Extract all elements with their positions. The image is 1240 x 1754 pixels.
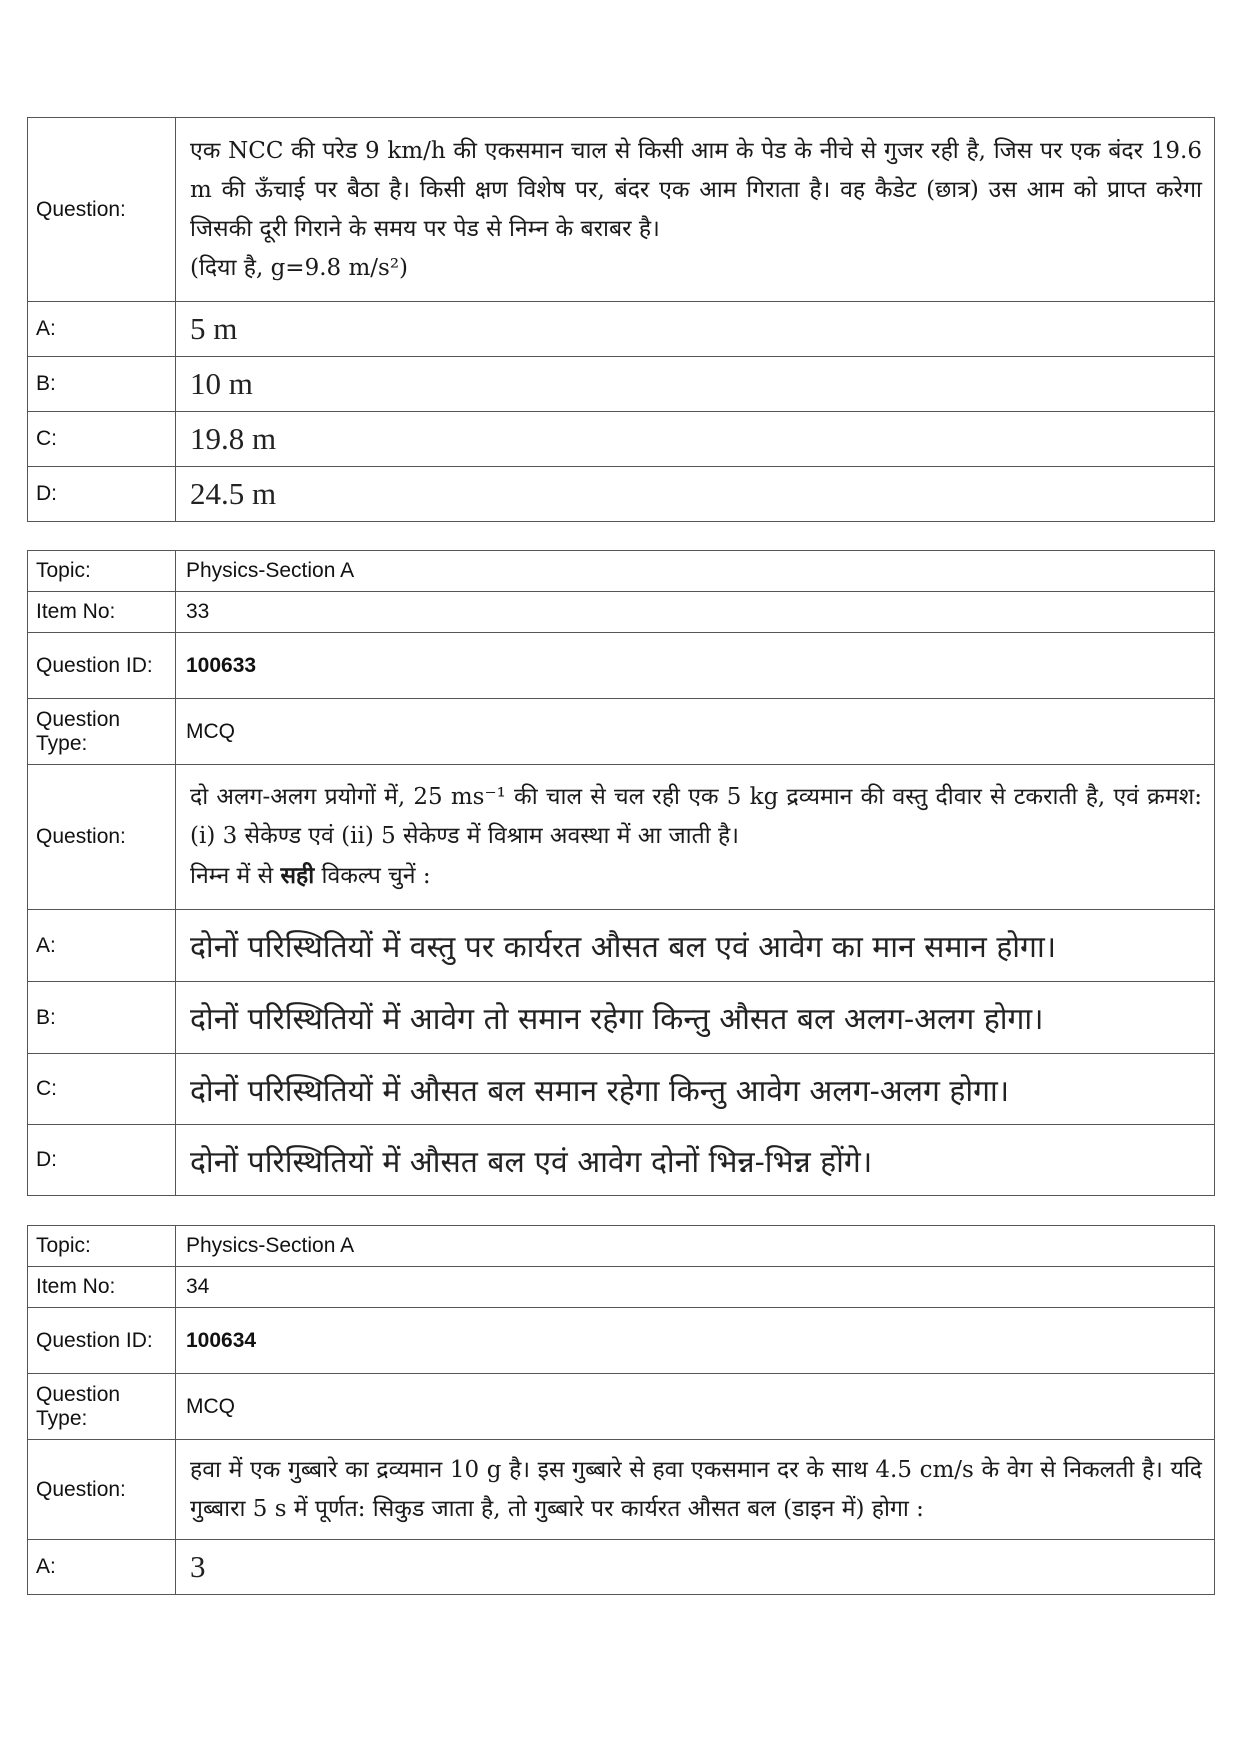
topic-label: Topic: bbox=[28, 551, 176, 592]
option-text-d: 24.5 m bbox=[190, 476, 277, 511]
instruction-bold: सही bbox=[280, 862, 315, 889]
question-label: Question: bbox=[28, 118, 176, 302]
option-label-c: C: bbox=[28, 412, 176, 467]
question-text: दो अलग-अलग प्रयोगों में, 25 ms⁻¹ की चाल से चल रही एक 5 kg द्रव्यमान की वस्तु दीवार से टकराती है, एवं क्रमश: (i) 3 सेकेण्ड एवं (ii) 5 सेकेण्ड में विश्राम अवस्था में आ जाती है। bbox=[190, 784, 1202, 849]
question-text-cell bbox=[176, 1440, 1215, 1540]
question-row bbox=[28, 765, 1215, 910]
option-label-b: B: bbox=[28, 982, 176, 1054]
question-row bbox=[28, 1440, 1215, 1540]
topic-label: Topic: bbox=[28, 1226, 176, 1267]
question-block-34 bbox=[27, 1225, 1215, 1595]
question-text-cell bbox=[176, 765, 1215, 910]
option-text-d: दोनों परिस्थितियों में औसत बल एवं आवेग दोनों भिन्न-भिन्न होंगे। bbox=[190, 1144, 873, 1180]
question-text-cell bbox=[176, 118, 1215, 302]
question-type-value: MCQ bbox=[176, 699, 1215, 765]
question-label: Question: bbox=[28, 1440, 176, 1540]
option-row-d bbox=[28, 1125, 1215, 1196]
option-label-a: A: bbox=[28, 910, 176, 982]
question-block-32 bbox=[27, 117, 1215, 522]
item-value: 34 bbox=[176, 1267, 1215, 1308]
option-row-c bbox=[28, 1054, 1215, 1125]
option-label-a: A: bbox=[28, 302, 176, 357]
topic-row bbox=[28, 551, 1215, 592]
option-text-c: दोनों परिस्थितियों में औसत बल समान रहेगा किन्तु आवेग अलग-अलग होगा। bbox=[190, 1073, 1010, 1109]
option-row-a bbox=[28, 1540, 1215, 1595]
question-text: हवा में एक गुब्बारे का द्रव्यमान 10 g है। इस गुब्बारे से हवा एकसमान दर के साथ 4.5 cm/s के वेग से निकलती है। यदि गुब्बारा 5 s में पूर्णत: सिकुड जाता है, तो गुब्बारे पर कार्यरत औसत बल (डाइन में) होगा : bbox=[190, 1456, 1202, 1522]
option-row-c bbox=[28, 412, 1215, 467]
question-given: (दिया है, g=9.8 m/s²) bbox=[190, 254, 409, 281]
option-text-a: दोनों परिस्थितियों में वस्तु पर कार्यरत औसत बल एवं आवेग का मान समान होगा। bbox=[190, 930, 1057, 965]
option-label-b: B: bbox=[28, 357, 176, 412]
topic-value: Physics-Section A bbox=[176, 1226, 1215, 1267]
option-label-c: C: bbox=[28, 1054, 176, 1125]
instruction-post: विकल्प चुनें : bbox=[314, 863, 431, 889]
option-row-a bbox=[28, 910, 1215, 982]
item-value: 33 bbox=[176, 592, 1215, 633]
option-row-b bbox=[28, 357, 1215, 412]
option-row-d bbox=[28, 467, 1215, 522]
question-row bbox=[28, 118, 1215, 302]
question-label: Question: bbox=[28, 765, 176, 910]
question-id-value: 100633 bbox=[176, 633, 1215, 699]
item-label: Item No: bbox=[28, 1267, 176, 1308]
option-label-d: D: bbox=[28, 1125, 176, 1196]
option-text-a: 5 m bbox=[190, 311, 238, 346]
question-type-label: Question Type: bbox=[28, 1374, 176, 1440]
option-text-c: 19.8 m bbox=[190, 421, 277, 456]
instruction-pre: निम्न में से bbox=[190, 863, 281, 889]
topic-value: Physics-Section A bbox=[176, 551, 1215, 592]
option-label-a: A: bbox=[28, 1540, 176, 1595]
question-id-row bbox=[28, 633, 1215, 699]
option-text-a: 3 bbox=[190, 1549, 206, 1584]
question-block-33 bbox=[27, 550, 1215, 1196]
question-type-row bbox=[28, 1374, 1215, 1440]
option-row-b bbox=[28, 982, 1215, 1054]
question-id-label: Question ID: bbox=[28, 1308, 176, 1374]
item-row bbox=[28, 592, 1215, 633]
option-row-a bbox=[28, 302, 1215, 357]
option-text-b: 10 m bbox=[190, 366, 253, 401]
option-text-b: दोनों परिस्थितियों में आवेग तो समान रहेगा किन्तु औसत बल अलग-अलग होगा। bbox=[190, 1002, 1044, 1037]
question-type-row bbox=[28, 699, 1215, 765]
item-label: Item No: bbox=[28, 592, 176, 633]
question-instruction bbox=[190, 856, 1202, 896]
question-type-value: MCQ bbox=[176, 1374, 1215, 1440]
item-row bbox=[28, 1267, 1215, 1308]
question-id-row bbox=[28, 1308, 1215, 1374]
question-type-label: Question Type: bbox=[28, 699, 176, 765]
question-text: एक NCC की परेड 9 km/h की एकसमान चाल से किसी आम के पेड के नीचे से गुजर रही है, जिस पर एक बंदर 19.6 m की ऊँचाई पर बैठा है। किसी क्षण विशेष पर, बंदर एक आम गिराता है। वह कैडेट (छात्र) उस आम को प्राप्त करेगा जिसकी दूरी गिराने के समय पर पेड से निम्न के बराबर है। bbox=[190, 137, 1202, 242]
topic-row bbox=[28, 1226, 1215, 1267]
question-id-label: Question ID: bbox=[28, 633, 176, 699]
option-label-d: D: bbox=[28, 467, 176, 522]
question-id-value: 100634 bbox=[176, 1308, 1215, 1374]
